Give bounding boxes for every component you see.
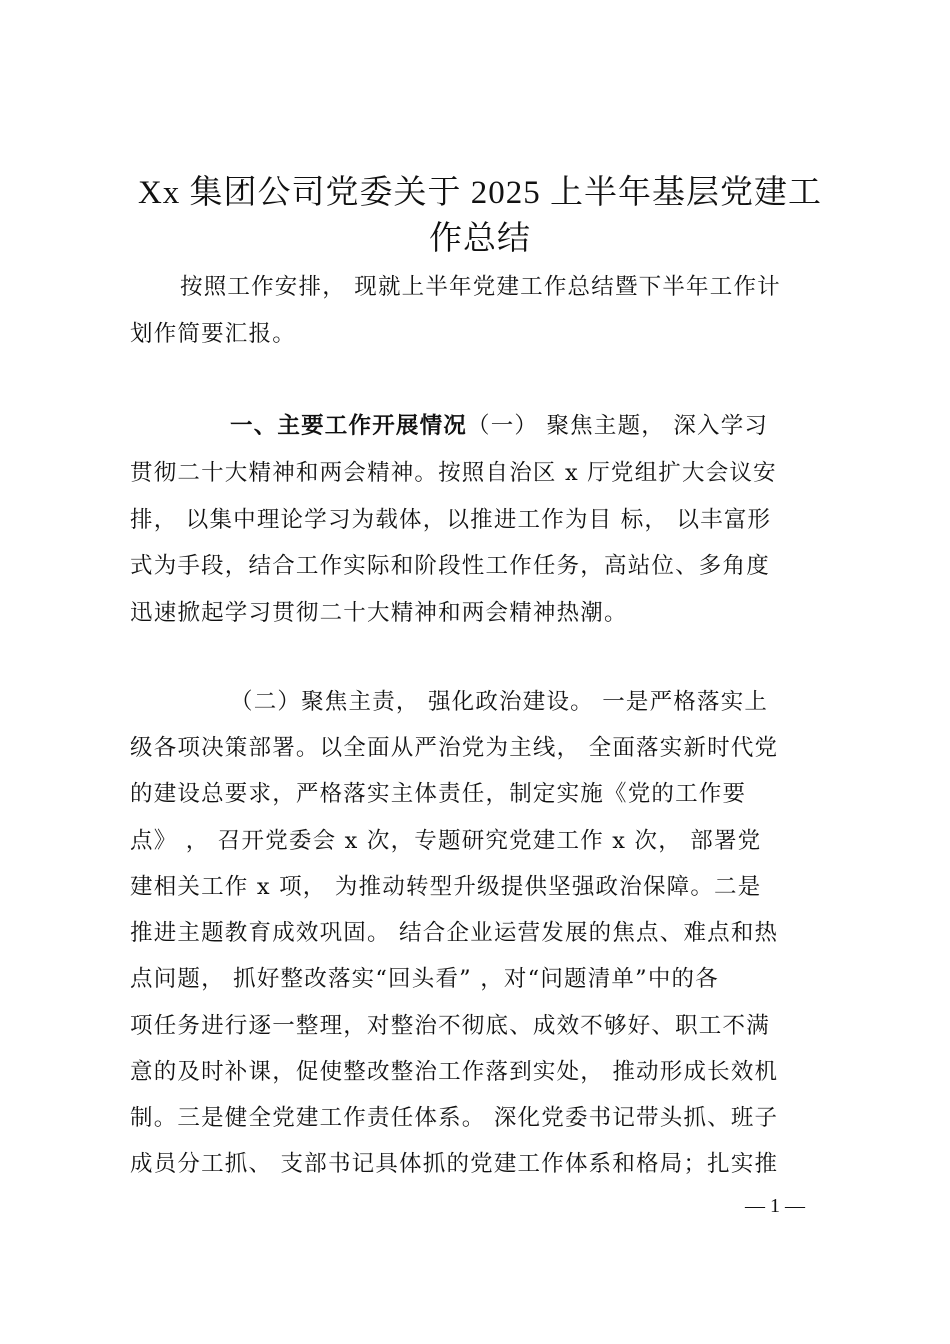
page-number: — 1 — bbox=[745, 1195, 805, 1217]
section2-line-10: 制。三是健全党建工作责任体系。 深化党委书记带头抓、班子 bbox=[130, 1105, 779, 1131]
section2-line-6: 推进主题教育成效巩固。 结合企业运营发展的焦点、难点和热 bbox=[130, 920, 779, 946]
section2-line-9: 意的及时补课，促使整改整治工作落到实处， 推动形成长效机 bbox=[130, 1059, 779, 1085]
section2-line-7: 点问题， 抓好整改落实“回头看” ，对“问题清单”中的各 bbox=[130, 966, 719, 992]
section2-line-1: （二）聚焦主责， 强化政治建设。 一是严格落实上 bbox=[230, 689, 769, 715]
section2-line-8: 项任务进行逐一整理，对整治不彻底、成效不够好、职工不满 bbox=[130, 1013, 770, 1039]
title-line-2: 作总结 bbox=[429, 221, 531, 257]
section2-line-5: 建相关工作 x 项， 为推动转型升级提供坚强政治保障。二是 bbox=[130, 874, 762, 900]
intro-line-1: 按照工作安排， 现就上半年党建工作总结暨下半年工作计 bbox=[180, 274, 781, 300]
section1-heading-line bbox=[230, 410, 930, 442]
section1-subheading: （一） 聚焦主题， 深入学习 bbox=[467, 413, 769, 439]
section1-line-2: 排， 以集中理论学习为载体，以推进工作为目 标， 以丰富形 bbox=[130, 507, 772, 533]
section2-line-3: 的建设总要求，严格落实主体责任，制定实施《党的工作要 bbox=[130, 781, 747, 807]
section1-line-4: 迅速掀起学习贯彻二十大精神和两会精神热潮。 bbox=[130, 600, 628, 626]
section1-heading: 一、主要工作开展情况 bbox=[230, 413, 468, 439]
section1-line-3: 式为手段，结合工作实际和阶段性工作任务，高站位、多角度 bbox=[130, 553, 770, 579]
section2-line-2: 级各项决策部署。以全面从严治党为主线， 全面落实新时代党 bbox=[130, 735, 779, 761]
intro-line-2: 划作简要汇报。 bbox=[130, 321, 296, 347]
section2-line-11: 成员分工抓、 支部书记具体抓的党建工作体系和格局；扎实推 bbox=[130, 1151, 779, 1177]
title-line-1: Xx 集团公司党委关于 2025 上半年基层党建工 bbox=[137, 175, 823, 211]
document-title bbox=[120, 170, 840, 262]
section2-line-4: 点》 ， 召开党委会 x 次，专题研究党建工作 x 次， 部署党 bbox=[130, 828, 762, 854]
section1-line-1: 贯彻二十大精神和两会精神。按照自治区 x 厅党组扩大会议安 bbox=[130, 460, 777, 486]
